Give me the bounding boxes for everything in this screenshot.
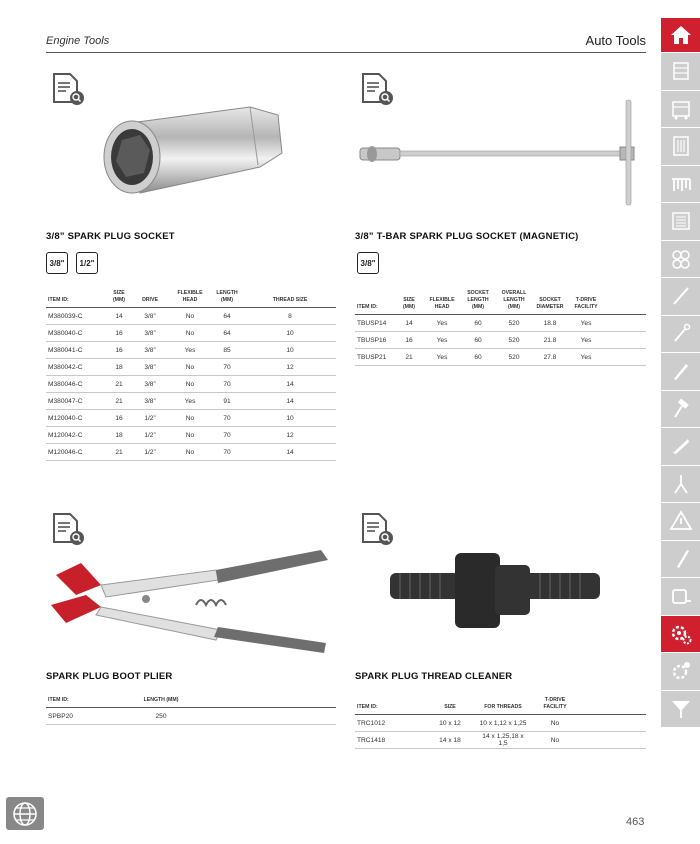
- tool-chest-icon: [668, 58, 694, 84]
- file-icon: [668, 546, 694, 572]
- column-header: DRIVE: [130, 290, 170, 308]
- table-cell: 21: [395, 349, 423, 366]
- sidebar-tab-tool-chest[interactable]: [661, 53, 700, 90]
- column-header: FLEXIBLE HEAD: [423, 290, 461, 315]
- table-cell: M120046-C: [46, 444, 108, 461]
- table-cell: 70: [210, 444, 244, 461]
- table-cell: Yes: [567, 332, 605, 349]
- table-cell: 16: [108, 342, 130, 359]
- table-cell: 18.8: [533, 315, 567, 332]
- table-cell: 16: [395, 332, 423, 349]
- column-header: ITEM ID:: [46, 697, 136, 708]
- table-cell: [605, 290, 646, 315]
- table-cell: Yes: [170, 393, 210, 410]
- spec-table: [355, 697, 646, 749]
- table-cell: 85: [210, 342, 244, 359]
- table-cell: 60: [461, 332, 495, 349]
- table-cell: 18: [108, 427, 130, 444]
- measuring-tape-icon: [668, 583, 694, 609]
- table-cell: 250: [136, 708, 186, 725]
- table-cell: 60: [461, 349, 495, 366]
- table-cell: 14: [244, 393, 336, 410]
- table-cell: No: [170, 410, 210, 427]
- table-cell: M120040-C: [46, 410, 108, 427]
- spark-plug-socket-image: [100, 95, 285, 205]
- table-cell: M380041-C: [46, 342, 108, 359]
- table-cell: 64: [210, 308, 244, 325]
- column-header: SIZE (MM): [395, 290, 423, 315]
- table-cell: 3/8”: [130, 359, 170, 376]
- category-sidebar: [661, 18, 700, 728]
- table-cell: 21.8: [533, 332, 567, 349]
- table-cell: 27.8: [533, 349, 567, 366]
- table-cell: 3/8”: [130, 376, 170, 393]
- sidebar-tab-files[interactable]: [661, 541, 700, 578]
- sidebar-tab-tool-set[interactable]: [661, 128, 700, 165]
- table-cell: M380040-C: [46, 325, 108, 342]
- socket-set-icon: [668, 171, 694, 197]
- product-title: 3/8” SPARK PLUG SOCKET: [46, 231, 175, 242]
- table-cell: Yes: [423, 332, 461, 349]
- column-header: T-DRIVE FACILITY: [567, 290, 605, 315]
- section-title: Engine Tools: [46, 35, 110, 47]
- table-cell: M380047-C: [46, 393, 108, 410]
- table-row: [46, 410, 336, 427]
- table-cell: 70: [210, 359, 244, 376]
- table-cell: 12: [244, 359, 336, 376]
- column-header: ITEM ID:: [46, 290, 108, 308]
- column-header: T-DRIVE FACILITY: [531, 697, 579, 715]
- product-info-icon[interactable]: [50, 512, 86, 548]
- tool-set-icon: [668, 133, 694, 159]
- sidebar-tab-power-tools[interactable]: [661, 653, 700, 690]
- sidebar-tab-home[interactable]: [661, 18, 700, 52]
- table-cell: No: [170, 308, 210, 325]
- table-row: [46, 359, 336, 376]
- table-cell: 10: [244, 325, 336, 342]
- table-cell: 3/8”: [130, 325, 170, 342]
- column-header: LENGTH (MM): [136, 697, 186, 708]
- table-cell: Yes: [423, 315, 461, 332]
- table-cell: 91: [210, 393, 244, 410]
- header-divider: [46, 52, 646, 53]
- drive-size-badge: 3/8": [357, 252, 379, 274]
- table-cell: 14 x 1,25,18 x 1,5: [475, 732, 531, 749]
- wrench-set-icon: [668, 208, 694, 234]
- table-row: [355, 349, 646, 366]
- spark-plug-thread-cleaner-image: [385, 545, 610, 640]
- pliers-icon: [668, 471, 694, 497]
- table-cell: 21: [108, 376, 130, 393]
- product-title: 3/8” T-BAR SPARK PLUG SOCKET (MAGNETIC): [355, 231, 579, 242]
- table-cell: [579, 697, 646, 715]
- home-icon: [668, 22, 694, 48]
- table-cell: TRC1012: [355, 715, 425, 732]
- table-row: [46, 427, 336, 444]
- sidebar-tab-sockets[interactable]: [661, 241, 700, 278]
- table-cell: 3/8”: [130, 342, 170, 359]
- table-cell: 520: [495, 315, 533, 332]
- power-tool-icon: [668, 658, 694, 684]
- t-bar-spark-plug-socket-image: [358, 95, 643, 210]
- sidebar-tab-lubrication[interactable]: [661, 691, 700, 728]
- table-row: [355, 315, 646, 332]
- sidebar-tab-screwdrivers[interactable]: [661, 278, 700, 315]
- sidebar-tab-wrenches[interactable]: [661, 316, 700, 353]
- table-cell: 21: [108, 393, 130, 410]
- table-cell: Yes: [567, 315, 605, 332]
- page-number: 463: [626, 816, 645, 828]
- table-cell: [579, 732, 646, 749]
- table-cell: Yes: [170, 342, 210, 359]
- product-info-icon[interactable]: [359, 512, 395, 548]
- table-cell: 1/2”: [130, 427, 170, 444]
- column-header: FOR THREADS: [475, 697, 531, 715]
- column-header: ITEM ID:: [355, 290, 395, 315]
- table-row: [355, 332, 646, 349]
- table-row: [46, 308, 336, 325]
- sidebar-tab-tool-cabinet[interactable]: [661, 91, 700, 128]
- table-cell: 70: [210, 410, 244, 427]
- website-button[interactable]: [6, 797, 44, 830]
- table-row: [46, 444, 336, 461]
- sidebar-tab-pliers-2[interactable]: [661, 466, 700, 503]
- table-row: [355, 715, 646, 732]
- table-cell: TRC1418: [355, 732, 425, 749]
- table-cell: 14: [395, 315, 423, 332]
- table-cell: 1/2”: [130, 444, 170, 461]
- table-cell: 3/8”: [130, 308, 170, 325]
- table-cell: TBUSP21: [355, 349, 395, 366]
- table-row: [46, 342, 336, 359]
- column-header: OVERALL LENGTH (MM): [495, 290, 533, 315]
- column-header: LENGTH (MM): [210, 290, 244, 308]
- table-cell: 70: [210, 427, 244, 444]
- table-cell: M120042-C: [46, 427, 108, 444]
- table-row: [46, 376, 336, 393]
- table-cell: 21: [108, 444, 130, 461]
- table-cell: [186, 708, 336, 725]
- table-cell: SPBP20: [46, 708, 136, 725]
- table-cell: No: [531, 732, 579, 749]
- table-row: [46, 708, 336, 725]
- table-cell: M380042-C: [46, 359, 108, 376]
- table-cell: [605, 315, 646, 332]
- sidebar-tab-socket-set[interactable]: [661, 166, 700, 203]
- warning-icon: [668, 508, 694, 534]
- product-title: SPARK PLUG THREAD CLEANER: [355, 671, 513, 682]
- table-cell: 3/8”: [130, 393, 170, 410]
- table-cell: [605, 332, 646, 349]
- table-cell: 18: [108, 359, 130, 376]
- table-cell: 60: [461, 315, 495, 332]
- table-cell: 10 x 1,12 x 1,25: [475, 715, 531, 732]
- table-cell: 10: [244, 410, 336, 427]
- table-cell: No: [170, 427, 210, 444]
- table-cell: 14: [244, 444, 336, 461]
- wrench-icon: [668, 321, 694, 347]
- spark-plug-boot-plier-image: [46, 545, 336, 655]
- table-cell: 16: [108, 410, 130, 427]
- product-title: SPARK PLUG BOOT PLIER: [46, 671, 173, 682]
- drive-size-badge: 3/8": [46, 252, 68, 274]
- column-header: ITEM ID:: [355, 697, 425, 715]
- plier-icon: [668, 358, 694, 384]
- column-header: SOCKET LENGTH (MM): [461, 290, 495, 315]
- sidebar-tab-engine-tools[interactable]: [661, 616, 700, 653]
- table-cell: 14: [244, 376, 336, 393]
- drive-size-badge: 1/2": [76, 252, 98, 274]
- table-cell: 10: [244, 342, 336, 359]
- spec-table: [355, 290, 646, 366]
- table-cell: 70: [210, 376, 244, 393]
- hammer-icon: [668, 396, 694, 422]
- table-cell: Yes: [567, 349, 605, 366]
- screwdriver-icon: [668, 283, 694, 309]
- table-cell: No: [170, 359, 210, 376]
- table-cell: No: [170, 376, 210, 393]
- spec-table: [46, 290, 336, 461]
- socket-icon: [668, 246, 694, 272]
- table-cell: TBUSP16: [355, 332, 395, 349]
- spec-table: [46, 697, 336, 725]
- table-row: [46, 393, 336, 410]
- product-info-icon[interactable]: [50, 72, 86, 108]
- catalog-title: Auto Tools: [585, 33, 646, 48]
- table-cell: [186, 697, 336, 708]
- column-header: FLEXIBLE HEAD: [170, 290, 210, 308]
- table-cell: 8: [244, 308, 336, 325]
- sidebar-tab-pliers[interactable]: [661, 353, 700, 390]
- table-cell: 12: [244, 427, 336, 444]
- table-cell: 1/2”: [130, 410, 170, 427]
- sidebar-tab-measuring[interactable]: [661, 578, 700, 615]
- column-header: SIZE: [425, 697, 475, 715]
- table-cell: [579, 715, 646, 732]
- table-cell: 520: [495, 332, 533, 349]
- table-cell: 14 x 18: [425, 732, 475, 749]
- table-row: [46, 325, 336, 342]
- column-header: SOCKET DIAMETER: [533, 290, 567, 315]
- sidebar-tab-wrench-set[interactable]: [661, 203, 700, 240]
- table-cell: No: [531, 715, 579, 732]
- column-header: SIZE (MM): [108, 290, 130, 308]
- table-cell: 10 x 12: [425, 715, 475, 732]
- sidebar-tab-cutters[interactable]: [661, 428, 700, 465]
- table-cell: M380039-C: [46, 308, 108, 325]
- sidebar-tab-safety[interactable]: [661, 503, 700, 540]
- cutter-icon: [668, 433, 694, 459]
- table-cell: Yes: [423, 349, 461, 366]
- table-cell: 520: [495, 349, 533, 366]
- table-cell: TBUSP14: [355, 315, 395, 332]
- table-cell: [605, 349, 646, 366]
- engine-gears-icon: [668, 621, 694, 647]
- tool-cabinet-icon: [668, 96, 694, 122]
- table-cell: No: [170, 444, 210, 461]
- funnel-icon: [668, 696, 694, 722]
- table-cell: 16: [108, 325, 130, 342]
- table-cell: 14: [108, 308, 130, 325]
- table-cell: No: [170, 325, 210, 342]
- sidebar-tab-hammers[interactable]: [661, 391, 700, 428]
- globe-icon: [11, 800, 39, 828]
- column-header: THREAD SIZE: [244, 290, 336, 308]
- table-row: [355, 732, 646, 749]
- table-cell: M380046-C: [46, 376, 108, 393]
- table-cell: 64: [210, 325, 244, 342]
